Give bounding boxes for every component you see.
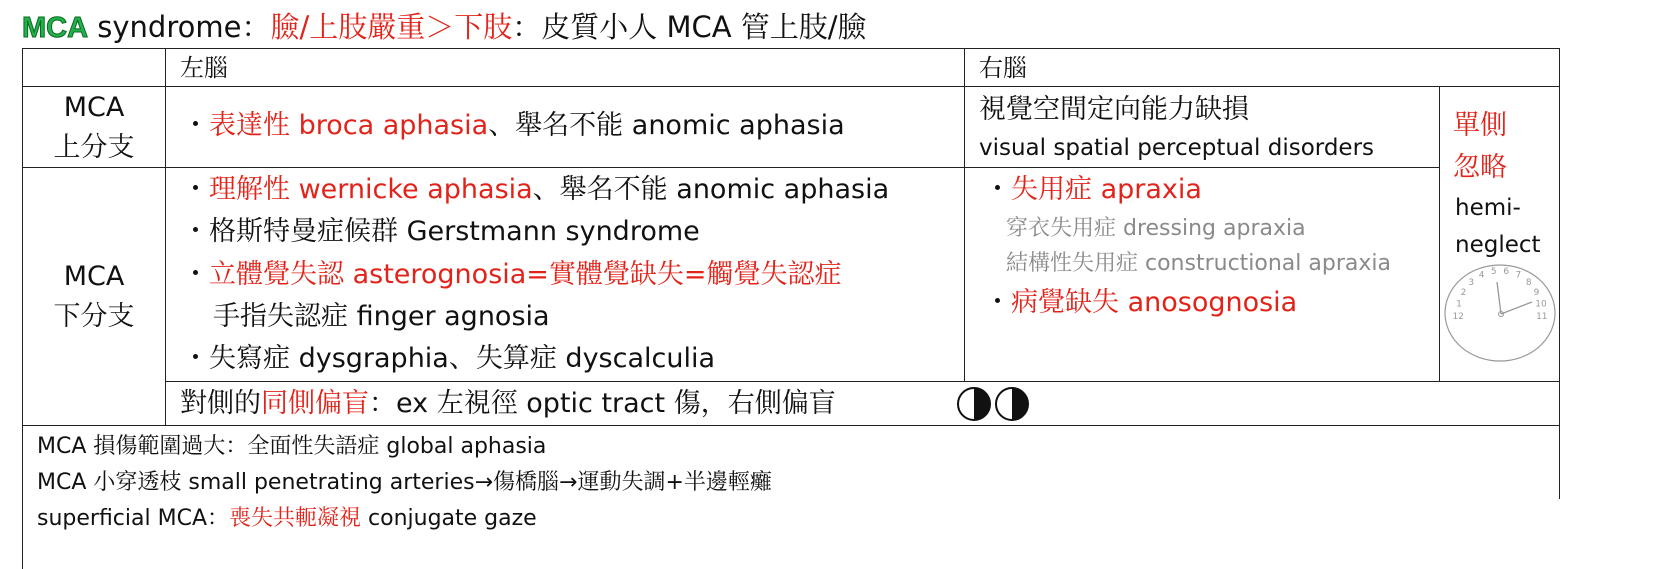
clock-hour-hand: [1497, 282, 1501, 314]
upper-right-line2: visual spatial perceptual disorders: [979, 135, 1375, 161]
title-red-part: 臉/上肢嚴重＞下肢: [270, 10, 513, 44]
upper-branch-label: MCA 上分支: [53, 92, 135, 163]
neglect-column-divider: [1439, 86, 1440, 381]
clock-numeral: 9: [1533, 287, 1540, 298]
upper-right-line1: 視覺空間定向能力缺損: [979, 94, 1249, 125]
hemineglect-clock-drawing: [1442, 262, 1558, 366]
lower-left-item-3: ・立體覺失認 asterognosia=實體覺缺失=觸覺失認症: [182, 259, 842, 290]
note-conjugate-gaze: superficial MCA：喪失共軛凝視 conjugate gaze: [37, 506, 537, 531]
upper-left-item: ・表達性 broca aphasia、舉名不能 anomic aphasia: [182, 110, 845, 141]
page-title: [22, 10, 867, 45]
neglect-red-line2: 忽略: [1453, 152, 1507, 183]
clock-numeral: 11: [1536, 312, 1548, 323]
header-left-brain: 左腦: [180, 54, 228, 82]
note-global-aphasia: MCA 損傷範圍過大：全面性失語症 global aphasia: [37, 434, 547, 459]
header-right-brain: 右腦: [979, 54, 1027, 82]
clock-numeral: 8: [1525, 277, 1532, 288]
clock-numeral: 4: [1478, 270, 1485, 281]
clock-numeral: 5: [1490, 267, 1497, 277]
hemianopia-text: 對側的同側偏盲：ex 左視徑 optic tract 傷，右側偏盲: [180, 388, 836, 419]
table-left-border: [22, 48, 23, 569]
clock-numeral: 2: [1460, 287, 1467, 298]
neglect-red-line1: 單側: [1453, 110, 1507, 141]
visual-field-icon: [955, 385, 1035, 423]
note-small-penetrating-arteries: MCA 小穿透枝 small penetrating arteries→傷橋腦→運動失調+半邊輕癱: [37, 470, 772, 495]
lower-left-item-5: ・失寫症 dysgraphia、失算症 dyscalculia: [182, 343, 716, 374]
left-eye-field-icon: [958, 388, 990, 420]
lower-left-item-1: ・理解性 wernicke aphasia、舉名不能 anomic aphasia: [182, 174, 890, 205]
clock-numeral: 6: [1503, 267, 1510, 277]
table-top-border: [22, 48, 1559, 49]
clock-minute-hand: [1501, 302, 1532, 314]
title-syndrome: syndrome：: [88, 10, 271, 44]
title-rest: ：皮質小人 MCA 管上肢/臉: [512, 10, 867, 44]
clock-numeral: 10: [1535, 299, 1547, 310]
clock-numeral: 3: [1468, 277, 1475, 288]
notes-top-divider: [22, 425, 1559, 426]
hemisphere-divider: [964, 48, 965, 381]
upper-row-divider: [22, 167, 1439, 168]
label-column-divider: [165, 48, 166, 425]
header-divider: [22, 86, 1559, 87]
hemianopia-top-divider: [165, 381, 1559, 382]
neglect-en-line2: neglect: [1455, 232, 1541, 258]
lower-right-apraxia: ・失用症 apraxia: [984, 174, 1202, 205]
clock-numeral: 12: [1452, 312, 1464, 323]
lower-right-anosognosia: ・病覺缺失 anosognosia: [984, 287, 1298, 318]
lower-right-constructional-apraxia: 結構性失用症 constructional apraxia: [1006, 251, 1391, 276]
lower-left-item-4: 手指失認症 finger agnosia: [213, 301, 550, 332]
neglect-en-line1: hemi-: [1455, 195, 1521, 221]
lower-left-item-2: ・格斯特曼症候群 Gerstmann syndrome: [182, 216, 700, 247]
title-mca: MCA: [22, 12, 89, 44]
right-eye-field-icon: [996, 388, 1028, 420]
clock-numeral: 7: [1515, 270, 1522, 281]
table-right-border: [1559, 48, 1560, 499]
clock-numeral: 1: [1456, 299, 1462, 310]
lower-branch-label: MCA 下分支: [53, 261, 135, 332]
lower-right-dressing-apraxia: 穿衣失用症 dressing apraxia: [1006, 216, 1306, 241]
